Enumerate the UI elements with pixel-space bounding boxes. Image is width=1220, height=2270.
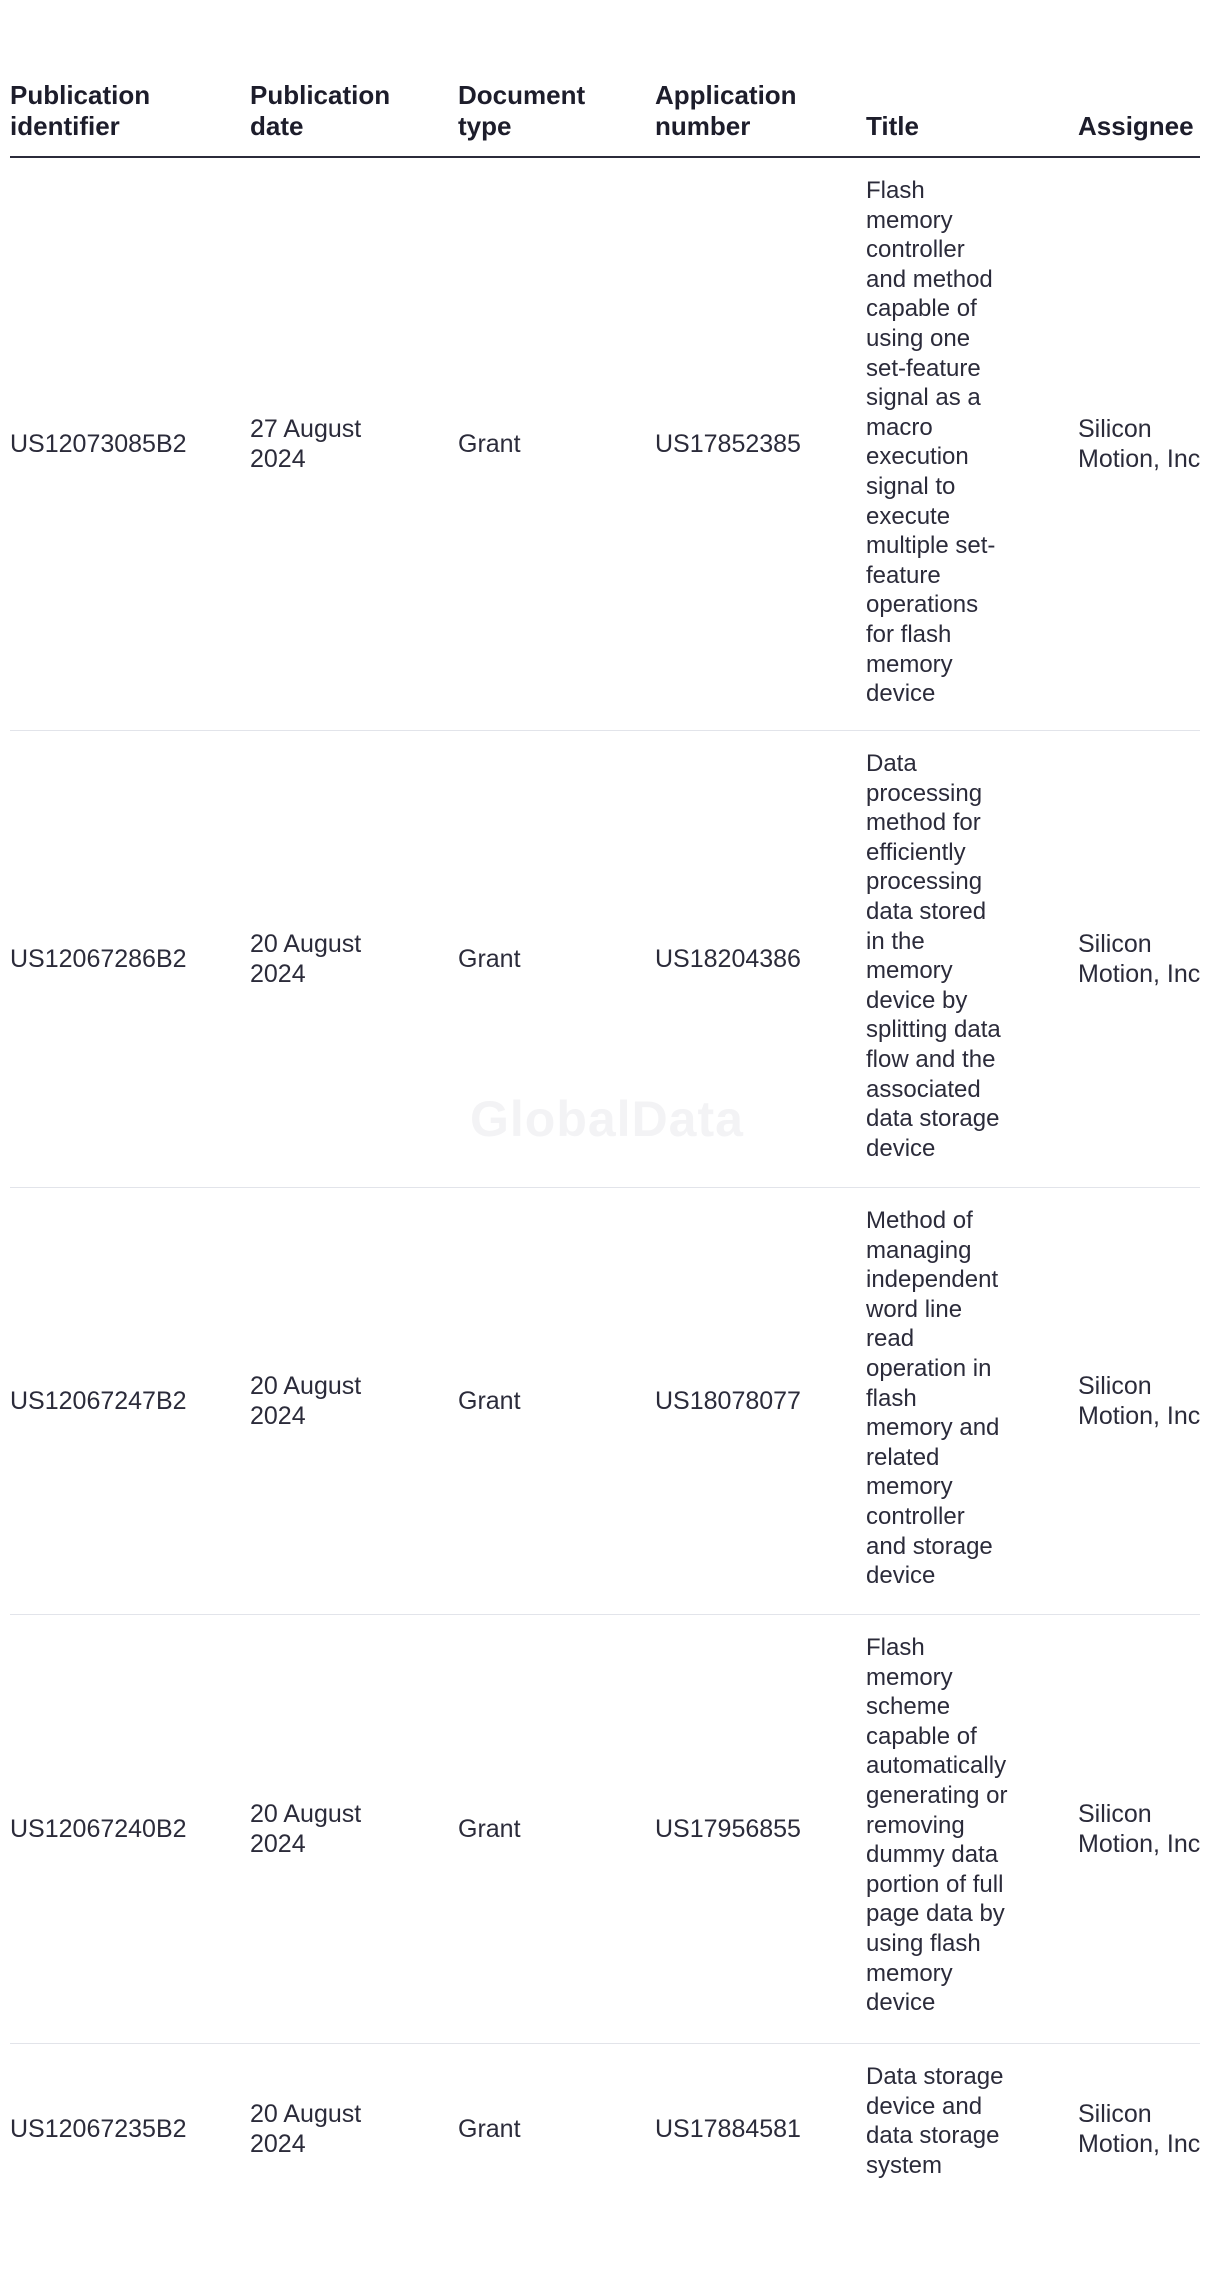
assignee-cell: Silicon Motion, Inc bbox=[1078, 930, 1200, 988]
application-number-cell: US17956855 bbox=[655, 1815, 801, 1843]
header-application-number: Application number bbox=[655, 80, 797, 141]
watermark: GlobalData bbox=[470, 1091, 744, 1147]
assignee-cell: Silicon Motion, Inc bbox=[1078, 415, 1200, 473]
publication-identifier-cell: US12067286B2 bbox=[10, 945, 187, 973]
application-number-cell: US18204386 bbox=[655, 945, 801, 973]
header-document-type: Document type bbox=[458, 80, 586, 141]
document-type-cell: Grant bbox=[458, 430, 521, 458]
publication-identifier-cell: US12067240B2 bbox=[10, 1815, 187, 1843]
table-row bbox=[10, 2044, 1200, 2214]
application-number-cell: US18078077 bbox=[655, 1387, 801, 1415]
table-row bbox=[10, 1615, 1200, 2044]
assignee-cell: Silicon Motion, Inc bbox=[1078, 2100, 1200, 2158]
publication-date-cell: 20 August 2024 bbox=[250, 1800, 362, 1858]
title-cell: Data storage device and data storage system bbox=[866, 2063, 1004, 2179]
title-cell: Flash memory controller and method capable of using one set-feature signal as a macro execution signal to execute multiple set- feature operations for flash memory device bbox=[866, 177, 996, 708]
title-cell: Flash memory scheme capable of automatically generating or removing dummy data portion of full page data by using flash memory device bbox=[866, 1634, 1008, 2017]
document-type-cell: Grant bbox=[458, 2115, 521, 2143]
publication-date-cell: 20 August 2024 bbox=[250, 930, 362, 988]
publication-identifier-cell: US12067235B2 bbox=[10, 2115, 187, 2143]
document-type-cell: Grant bbox=[458, 945, 521, 973]
application-number-cell: US17852385 bbox=[655, 430, 801, 458]
title-cell: Data processing method for efficiently processing data stored in the memory device by splitting data flow and the associated data storage device bbox=[866, 750, 1001, 1162]
assignee-cell: Silicon Motion, Inc bbox=[1078, 1372, 1200, 1430]
document-type-cell: Grant bbox=[458, 1815, 521, 1843]
publication-date-cell: 20 August 2024 bbox=[250, 1372, 362, 1430]
application-number-cell: US17884581 bbox=[655, 2115, 801, 2143]
table-viewport[interactable] bbox=[10, 0, 1200, 2270]
table-row bbox=[10, 1188, 1200, 1615]
table-header bbox=[10, 74, 1200, 158]
publication-identifier-cell: US12067247B2 bbox=[10, 1387, 187, 1415]
publication-date-cell: 27 August 2024 bbox=[250, 415, 362, 473]
publication-identifier-cell: US12073085B2 bbox=[10, 430, 187, 458]
patent-table bbox=[10, 0, 1210, 2270]
header-publication-date: Publication date bbox=[250, 80, 391, 141]
table-row bbox=[10, 731, 1200, 1188]
header-publication-identifier: Publication identifier bbox=[10, 80, 151, 141]
header-title: Title bbox=[866, 111, 919, 141]
document-type-cell: Grant bbox=[458, 1387, 521, 1415]
publication-date-cell: 20 August 2024 bbox=[250, 2100, 362, 2158]
table-row bbox=[10, 158, 1200, 731]
header-assignee: Assignee bbox=[1078, 111, 1194, 141]
assignee-cell: Silicon Motion, Inc bbox=[1078, 1800, 1200, 1858]
title-cell: Method of managing independent word line read operation in flash memory and related memory controller and storage device bbox=[866, 1207, 1000, 1590]
